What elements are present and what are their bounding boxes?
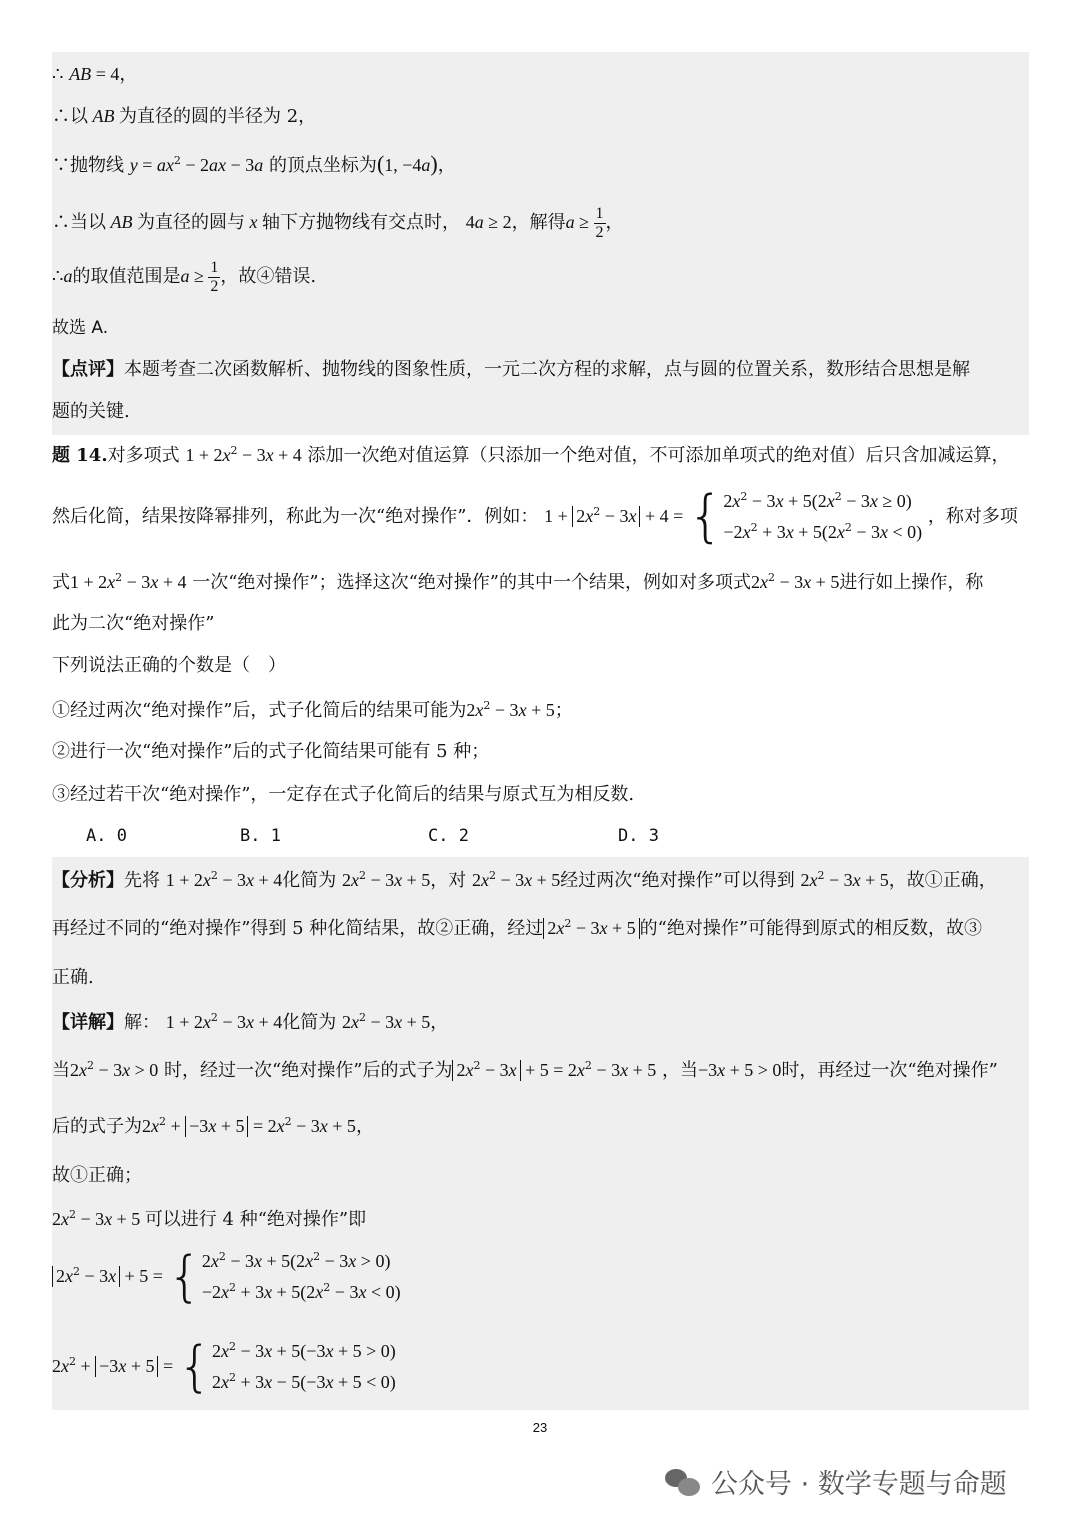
solution-line-1: ∴ AB = 4， (52, 64, 138, 85)
detail-line-5: $2x^2 - 3x + 5$ 可以进行 4 种“绝对操作”即 (52, 1208, 367, 1230)
comment-line-2: 题的关键. (52, 401, 130, 422)
option-a: A. 0 (86, 826, 127, 846)
detail-line-2: 当$2x^2 - 3x > 0$ 时，经过一次“绝对操作”后的式子为 $2x^2 - 3x + 5 = 2x^2 - 3x + 5$ ，当−3x + 5 > 0时，再经过一次“绝对操作” (52, 1059, 998, 1081)
solution-line-3: ∵抛物线 $y = ax^2 - 2ax - 3a$ 的顶点坐标为(1, −4a)， (52, 151, 456, 176)
analysis-line-3: 正确. (52, 967, 94, 988)
watermark (665, 1462, 1007, 1501)
statement-1: ①经过两次“绝对操作”后，式子化简后的结果可能为$2x^2 - 3x + 5$； (52, 699, 573, 721)
question-line: 下列说法正确的个数是（ ） (52, 655, 286, 676)
wechat-icon (665, 1467, 701, 1497)
option-d: D. 3 (618, 826, 659, 846)
solution-line-2: ∴以 AB 为直径的圆的半径为 2， (52, 106, 317, 127)
detail-cases-1: $2x^2 - 3x + 5$ = { $2x^2 - 3x + 5(2x^2 - 3x > 0)$ $-2x^2 + 3x + 5(2x^2 - 3x < 0)$ (52, 1244, 401, 1309)
page-number: 23 (532, 1420, 548, 1435)
solution-line-5: ∴a的取值范围是a ≥ $\frac{1}{2}$ ，故④错误. (52, 258, 317, 295)
solution-line-4: ∴当以 AB 为直径的圆与 x 轴下方抛物线有交点时， 4a ≥ 2，解得a ≥ $\frac{1}{2}$ ， (52, 204, 624, 241)
detail-cases-2: $2x^2 + -3x + 5$ = { $2x^2 - 3x + 5(-3x + 5 > 0)$ $2x^2 + 3x - 5(-3x + 5 < 0)$ (52, 1335, 396, 1398)
problem-line-4: 此为二次“绝对操作” (52, 613, 215, 634)
watermark-text: 公众号 · 数学专题与命题 (711, 1469, 1007, 1500)
option-b: B. 1 (240, 826, 281, 846)
solution-line-6: 故选 A. (52, 318, 109, 338)
detail-line-4: 故①正确； (52, 1165, 142, 1186)
statement-2: ②进行一次“绝对操作”后的式子化简结果可能有 5 种； (52, 741, 490, 762)
problem-line-3: 式$1 + 2x^2 - 3x + 4$ 一次“绝对操作”；选择这次“绝对操作”的其中一个结果，例如对多项式$2x^2 - 3x + 5$进行如上操作，称 (52, 571, 984, 593)
detail-line-3: 后的式子为$2x^2 + -3x + 5 = 2x^2 - 3x + 5$， (52, 1115, 374, 1137)
comment-line-1: 【点评】本题考查二次函数解析、抛物线的图象性质，一元二次方程的求解，点与圆的位置关系，数形结合思想是解 (52, 359, 970, 380)
analysis-line-2: 再经过不同的“绝对操作”得到 5 种化简结果，故②正确，经过 $2x^2 - 3x + 5$ 的“绝对操作”可能得到原式的相反数，故③ (52, 917, 983, 939)
problem-line-2: 然后化简，结果按降幂排列，称此为一次“绝对操作”．例如： $1 + 2x^2 - 3x + 4$ = { $2x^2 - 3x + 5(2x^2 - 3x \ge 0)$ $-2x^2 + 3x + 5(2x^2 - 3x < 0)$ ，称对多项 (52, 484, 1018, 549)
option-c: C. 2 (428, 826, 469, 846)
detail-line-1: 【详解】解： $1 + 2x^2 - 3x + 4$化简为 $2x^2 - 3x + 5$， (52, 1011, 449, 1033)
problem-line-1: 题 14.对多项式 $1 + 2x^2 - 3x + 4$ 添加一次绝对值运算（只添加一个绝对值，不可添加单项式的绝对值）后只含加减运算， (52, 444, 1010, 466)
analysis-line-1: 【分析】先将 $1 + 2x^2 - 3x + 4$化简为 $2x^2 - 3x + 5$，对 $2x^2 - 3x + 5$经过两次“绝对操作”可以得到 $2x^2 - 3x + 5$，故①正确， (52, 869, 997, 891)
statement-3: ③经过若干次“绝对操作”，一定存在式子化简后的结果与原式互为相反数. (52, 784, 635, 805)
